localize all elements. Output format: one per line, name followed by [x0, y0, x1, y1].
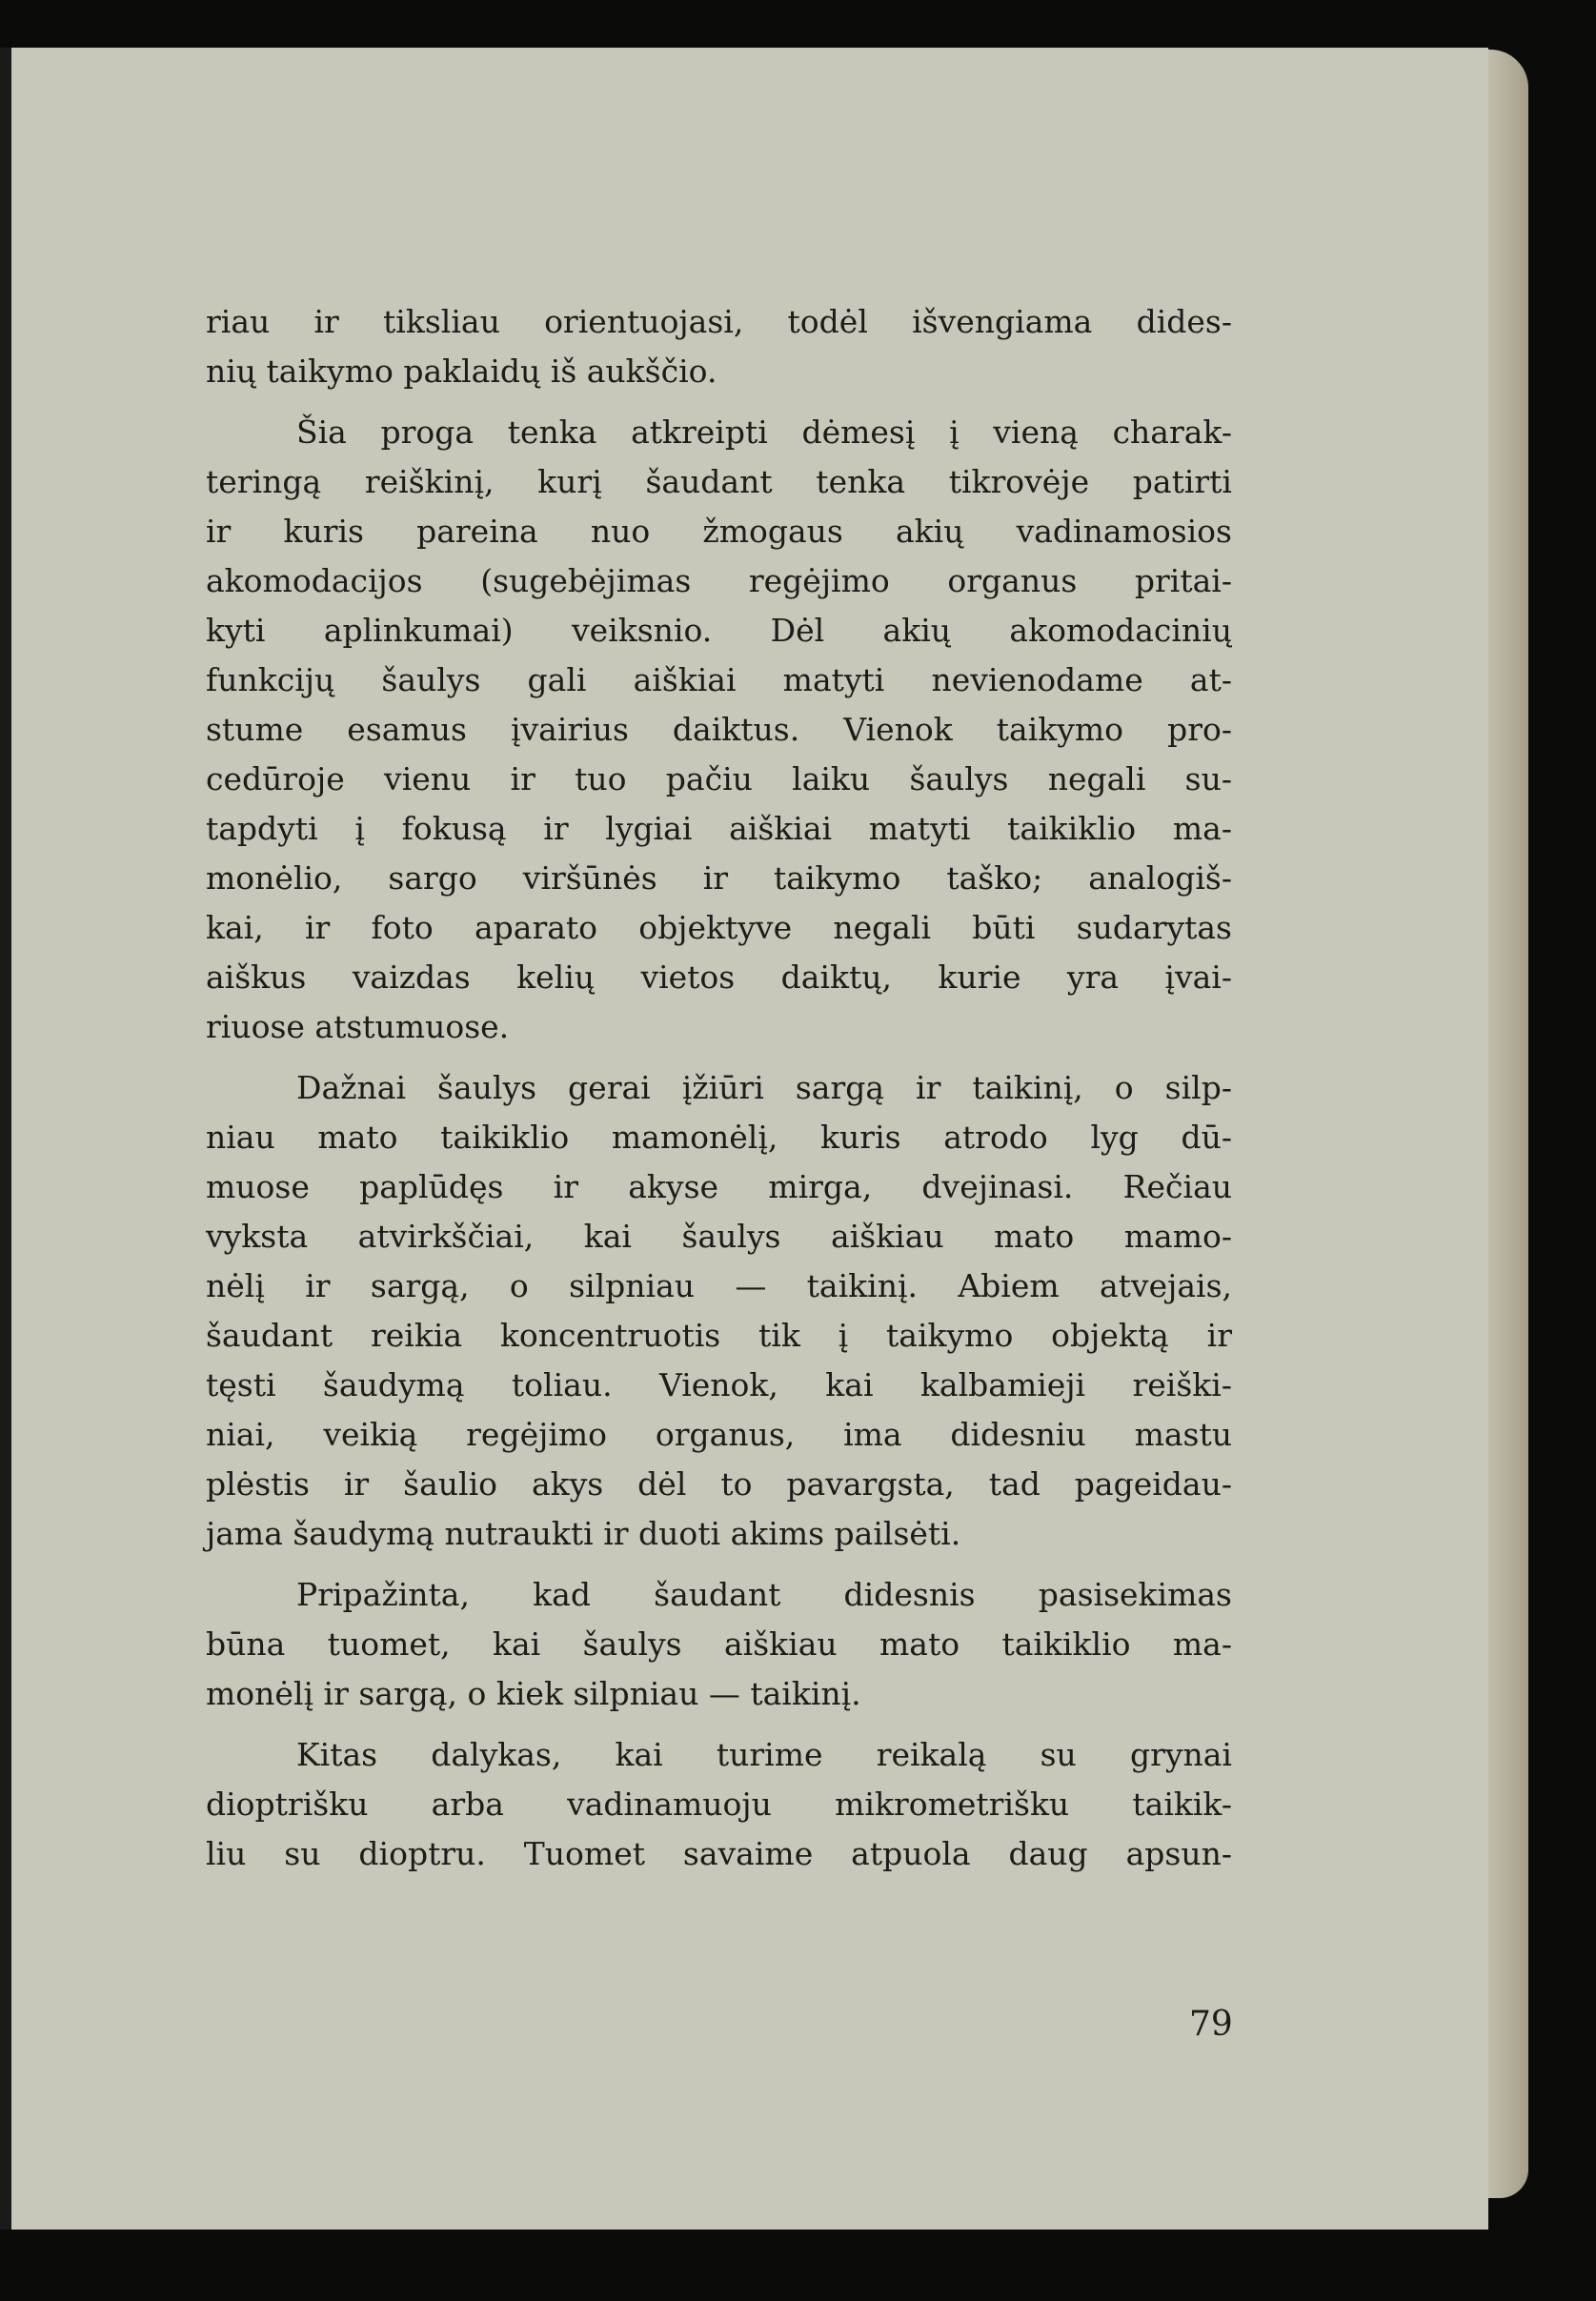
paragraph: [206, 297, 1232, 396]
text-line: Dažnai šaulys gerai įžiūri sargą ir taikinį, o silp-: [296, 1069, 1232, 1106]
paragraph: [206, 1063, 1232, 1559]
text-line: teringą reiškinį, kurį šaudant tenka tikrovėje patirti: [206, 463, 1232, 500]
text-line: tapdyti į fokusą ir lygiai aiškiai matyti taikiklio ma-: [206, 810, 1232, 847]
book-binding-edge: [0, 48, 11, 2230]
text-line: ir kuris pareina nuo žmogaus akių vadinamosios: [206, 513, 1232, 550]
text-line: riuose atstumuose.: [206, 1008, 510, 1045]
text-line: riau ir tiksliau orientuojasi, todėl išvengiama dides-: [206, 303, 1232, 340]
text-line: liu su dioptru. Tuomet savaime atpuola daug apsun-: [206, 1835, 1232, 1872]
text-line: niai, veikią regėjimo organus, ima didesniu mastu: [206, 1416, 1232, 1453]
text-line: plėstis ir šaulio akys dėl to pavargsta, tad pageidau-: [206, 1465, 1232, 1503]
text-line: Šia proga tenka atkreipti dėmesį į vieną charak-: [296, 414, 1232, 451]
text-line: muose paplūdęs ir akyse mirga, dvejinasi. Rečiau: [206, 1168, 1232, 1205]
paragraph: [206, 1570, 1232, 1719]
text-line: monėlį ir sargą, o kiek silpniau — taikinį.: [206, 1675, 861, 1712]
page-number: 79: [1189, 2005, 1233, 2044]
text-line: kai, ir foto aparato objektyve negali būti sudarytas: [206, 909, 1232, 946]
text-line: tęsti šaudymą toliau. Vienok, kai kalbamieji reiški-: [206, 1366, 1232, 1403]
text-line: nių taikymo paklaidų iš aukščio.: [206, 353, 717, 390]
text-line: šaudant reikia koncentruotis tik į taikymo objektą ir: [206, 1317, 1232, 1354]
paragraph: [206, 1730, 1232, 1879]
body-text: [206, 297, 1232, 1890]
paragraph: [206, 408, 1232, 1052]
text-line: monėlio, sargo viršūnės ir taikymo taško; analogiš-: [206, 859, 1232, 897]
text-line: niau mato taikiklio mamonėlį, kuris atrodo lyg dū-: [206, 1119, 1232, 1156]
text-line: funkcijų šaulys gali aiškiai matyti nevienodame at-: [206, 661, 1232, 698]
text-line: akomodacijos (sugebėjimas regėjimo organus pritai-: [206, 562, 1232, 599]
text-line: jama šaudymą nutraukti ir duoti akims pailsėti.: [206, 1515, 961, 1552]
text-line: būna tuomet, kai šaulys aiškiau mato taikiklio ma-: [206, 1625, 1232, 1663]
page-fore-edge: [1485, 50, 1528, 2198]
text-line: stume esamus įvairius daiktus. Vienok taikymo pro-: [206, 711, 1232, 748]
text-line: Kitas dalykas, kai turime reikalą su grynai: [296, 1736, 1232, 1773]
text-line: nėlį ir sargą, o silpniau — taikinį. Abiem atvejais,: [206, 1267, 1232, 1304]
text-line: aiškus vaizdas kelių vietos daiktų, kurie yra įvai-: [206, 959, 1232, 996]
text-line: cedūroje vienu ir tuo pačiu laiku šaulys negali su-: [206, 760, 1232, 797]
text-line: kyti aplinkumai) veiksnio. Dėl akių akomodacinių: [206, 612, 1232, 649]
text-line: vyksta atvirkščiai, kai šaulys aiškiau mato mamo-: [206, 1218, 1232, 1255]
text-line: Pripažinta, kad šaudant didesnis pasisekimas: [296, 1576, 1232, 1613]
text-line: dioptrišku arba vadinamuoju mikrometrišku taikik-: [206, 1786, 1232, 1823]
